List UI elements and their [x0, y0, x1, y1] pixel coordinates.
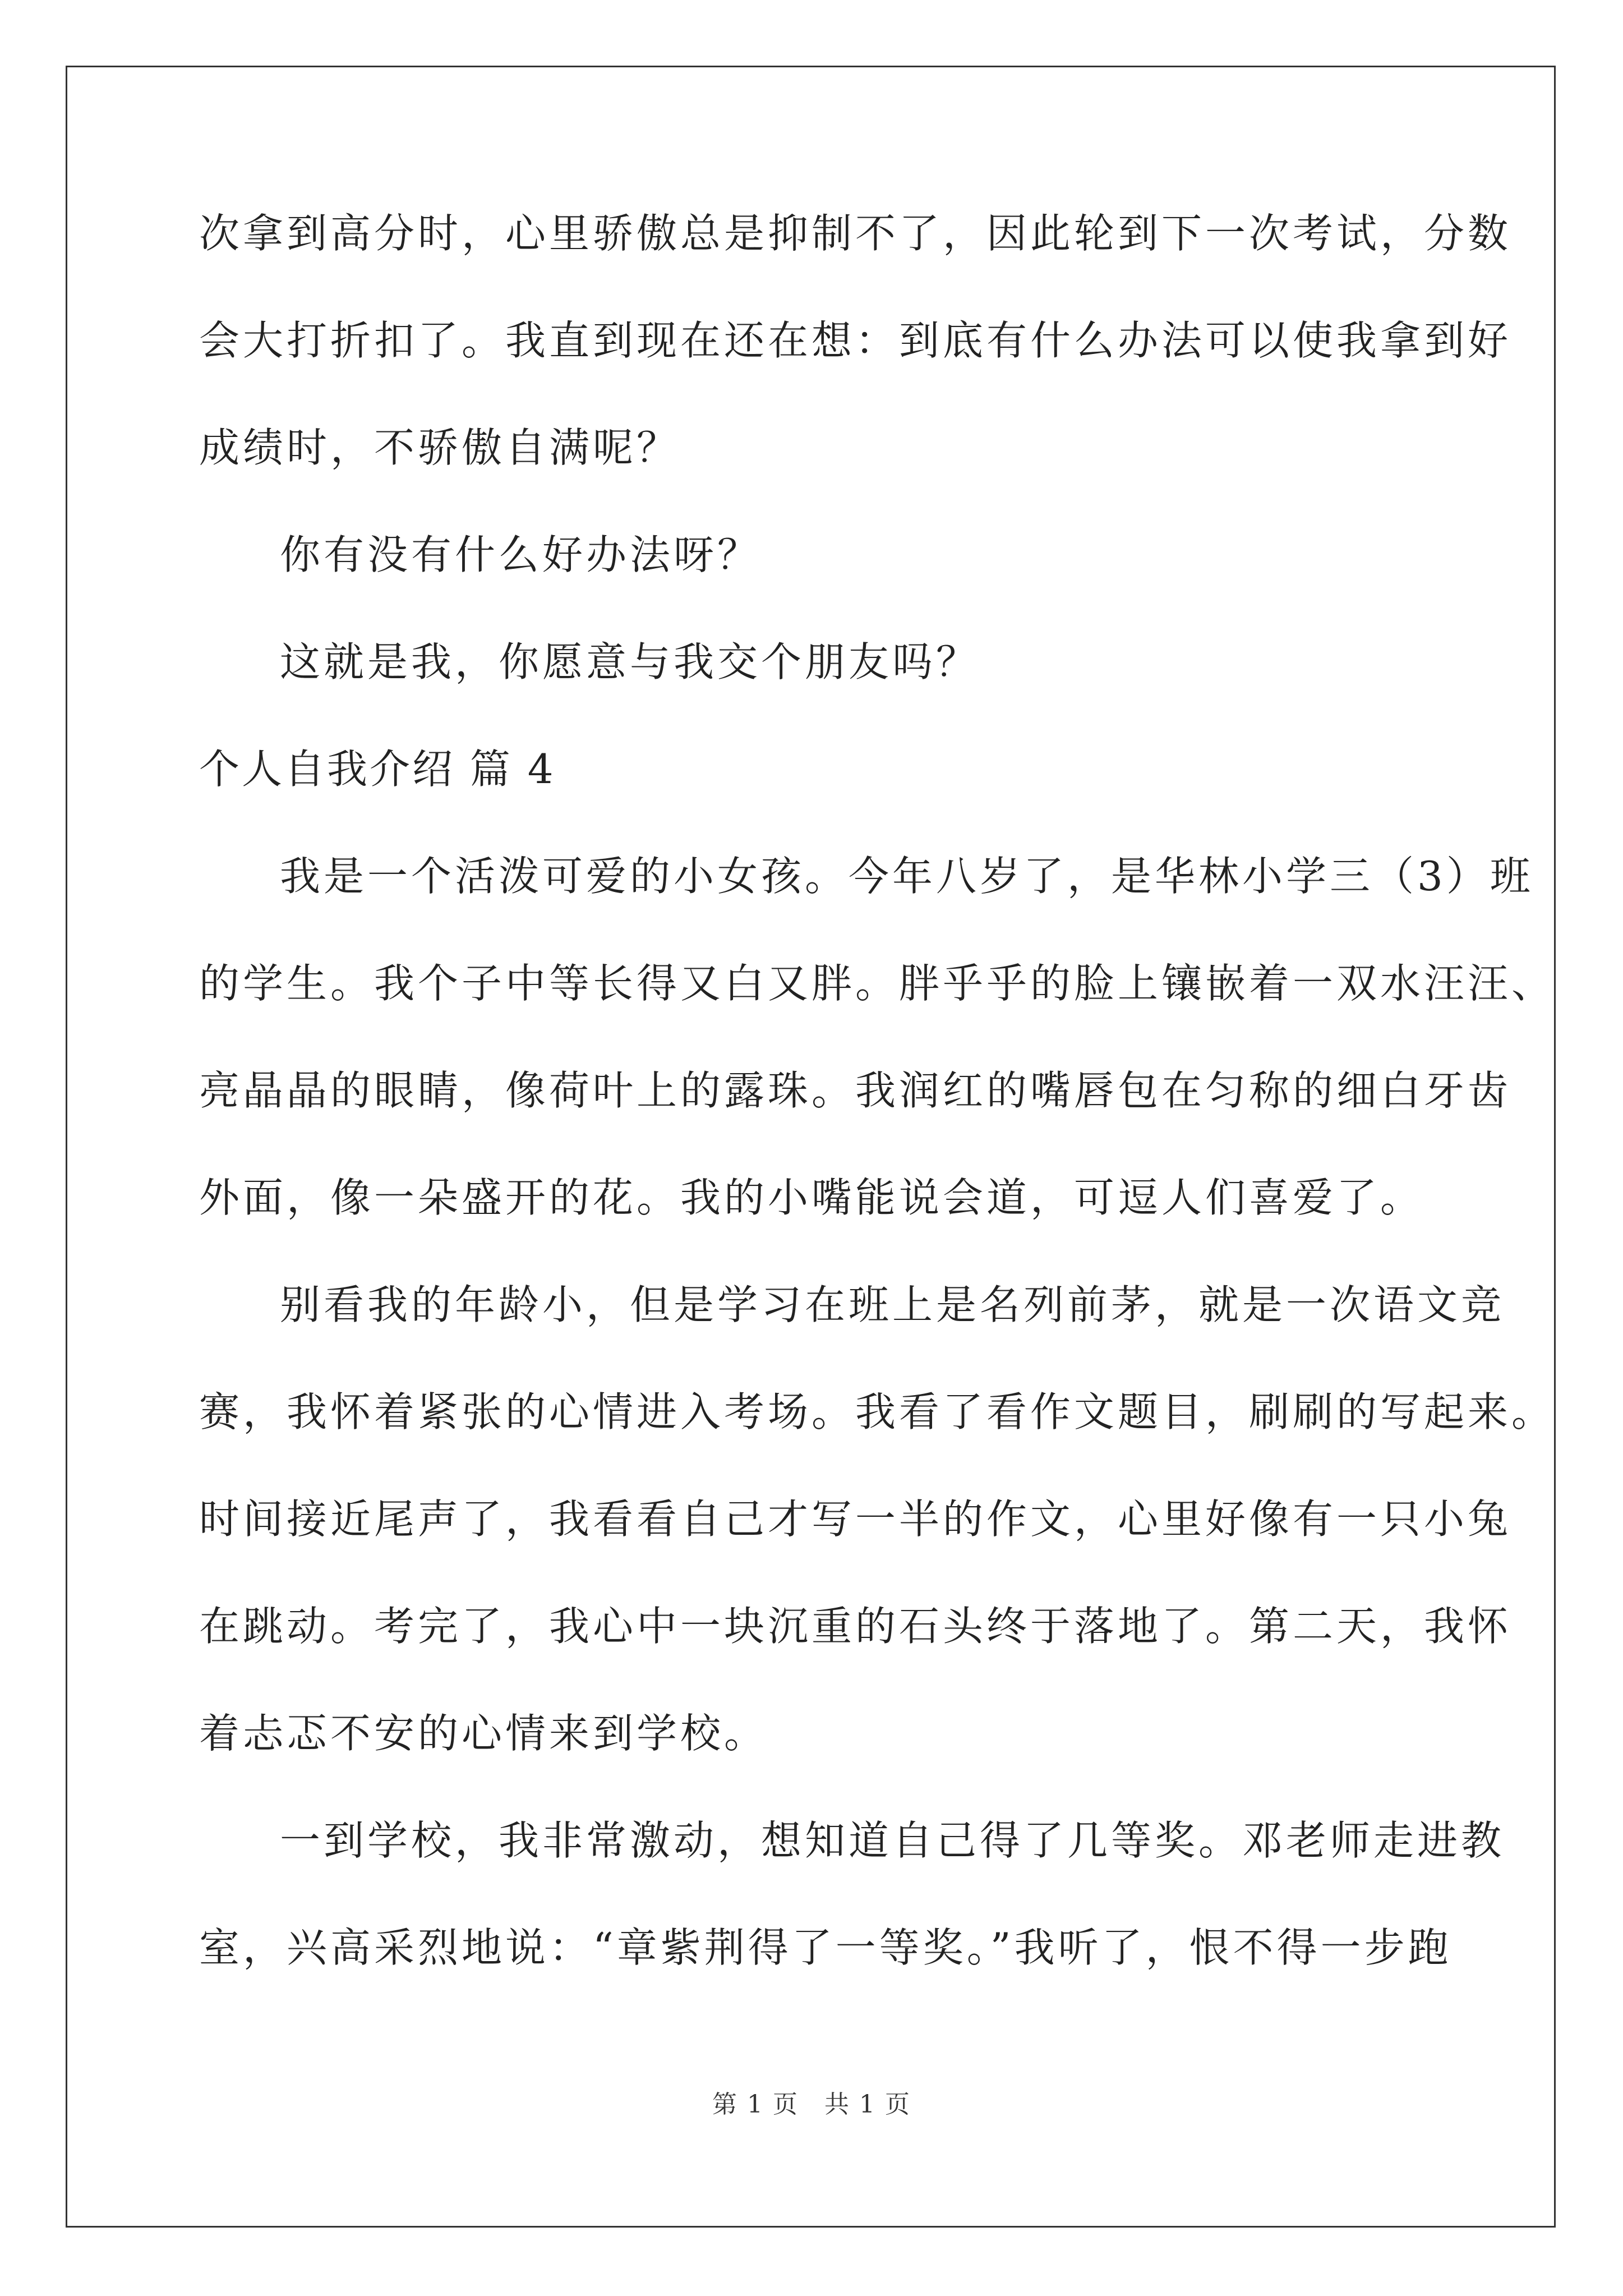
paragraph-line: 室，兴高采烈地说：“章紫荆得了一等奖。”我听了，恨不得一步跑: [199, 1924, 1452, 1971]
paragraph-line: 次拿到高分时，心里骄傲总是抑制不了，因此轮到下一次考试，分数: [199, 210, 1512, 257]
paragraph-line: 这就是我，你愿意与我交个朋友吗？: [280, 638, 980, 685]
paragraph-line: 时间接近尾声了，我看看自己才写一半的作文，心里好像有一只小兔: [199, 1496, 1512, 1543]
paragraph-line: 一到学校，我非常激动，想知道自己得了几等奖。邓老师走进教: [280, 1817, 1505, 1864]
section-heading: 个人自我介绍 篇 4: [199, 746, 556, 793]
page-footer: 第 1 页 共 1 页: [712, 2090, 911, 2119]
document-body: [199, 210, 1556, 2035]
paragraph-line: 的学生。我个子中等长得又白又胖。胖乎乎的脸上镶嵌着一双水汪汪、: [199, 960, 1556, 1007]
paragraph-line: 外面，像一朵盛开的花。我的小嘴能说会道，可逗人们喜爱了。: [199, 1174, 1424, 1221]
paragraph-line: 赛，我怀着紧张的心情进入考场。我看了看作文题目，刷刷的写起来。: [199, 1388, 1556, 1435]
paragraph-line: 亮晶晶的眼睛，像荷叶上的露珠。我润红的嘴唇包在匀称的细白牙齿: [199, 1067, 1512, 1114]
paragraph-line: 成绩时，不骄傲自满呢？: [199, 424, 681, 471]
paragraph-line: 在跳动。考完了，我心中一块沉重的石头终于落地了。第二天，我怀: [199, 1603, 1512, 1650]
paragraph-line: 我是一个活泼可爱的小女孩。今年八岁了，是华林小学三（3）班: [280, 853, 1534, 900]
paragraph-line: 你有没有什么好办法呀？: [280, 531, 762, 578]
paragraph-line: 会大打折扣了。我直到现在还在想：到底有什么办法可以使我拿到好: [199, 317, 1512, 364]
paragraph-line: 着忐忑不安的心情来到学校。: [199, 1710, 768, 1757]
paragraph-line: 别看我的年龄小，但是学习在班上是名列前茅，就是一次语文竞: [280, 1281, 1505, 1328]
